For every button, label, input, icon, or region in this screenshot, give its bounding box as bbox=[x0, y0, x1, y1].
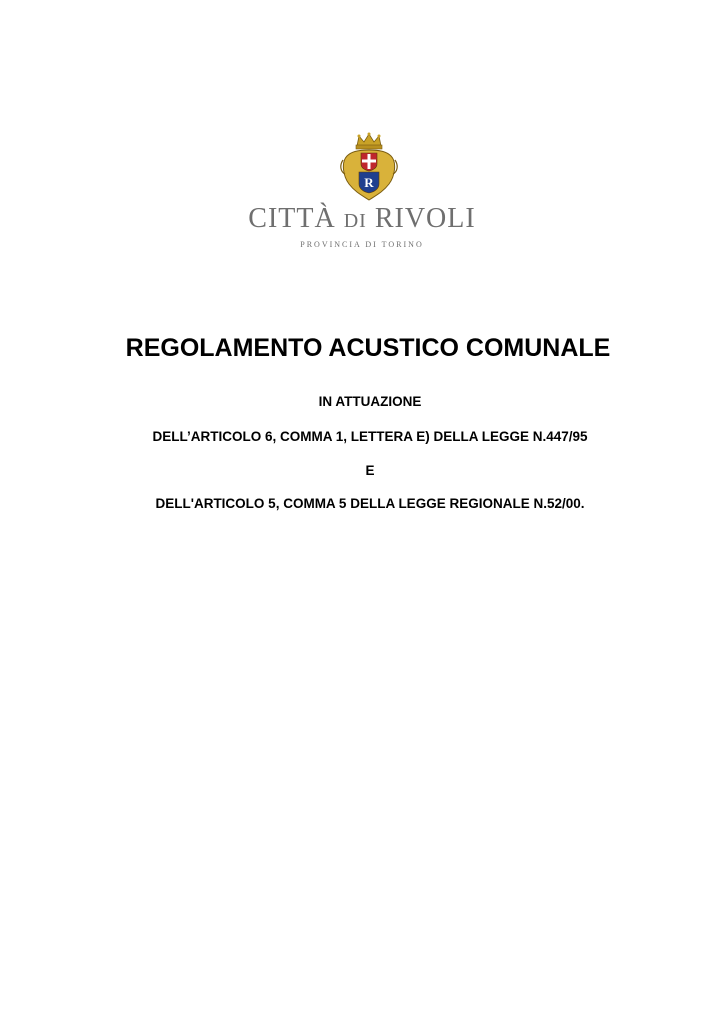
subtitle-line-2: DELL’ARTICOLO 6, COMMA 1, LETTERA E) DELLA LEGGE N.447/95 bbox=[152, 429, 588, 444]
subtitle-line-3: E bbox=[365, 463, 375, 478]
city-name-logo bbox=[0, 202, 724, 238]
crest-letter: R bbox=[364, 175, 374, 190]
subtitle-line-1: IN ATTUAZIONE bbox=[318, 394, 422, 409]
city-crest-icon bbox=[337, 132, 401, 202]
city-name-rivoli: RIVOLI bbox=[374, 203, 476, 234]
city-name-di: DI bbox=[343, 210, 367, 232]
subtitle-line-4: DELL'ARTICOLO 5, COMMA 5 DELLA LEGGE REGIONALE N.52/00. bbox=[155, 496, 585, 511]
document-title: REGOLAMENTO ACUSTICO COMUNALE bbox=[125, 334, 611, 362]
province-subtitle: PROVINCIA DI TORINO bbox=[300, 240, 424, 249]
city-name-citta: CITTÀ bbox=[248, 203, 336, 234]
